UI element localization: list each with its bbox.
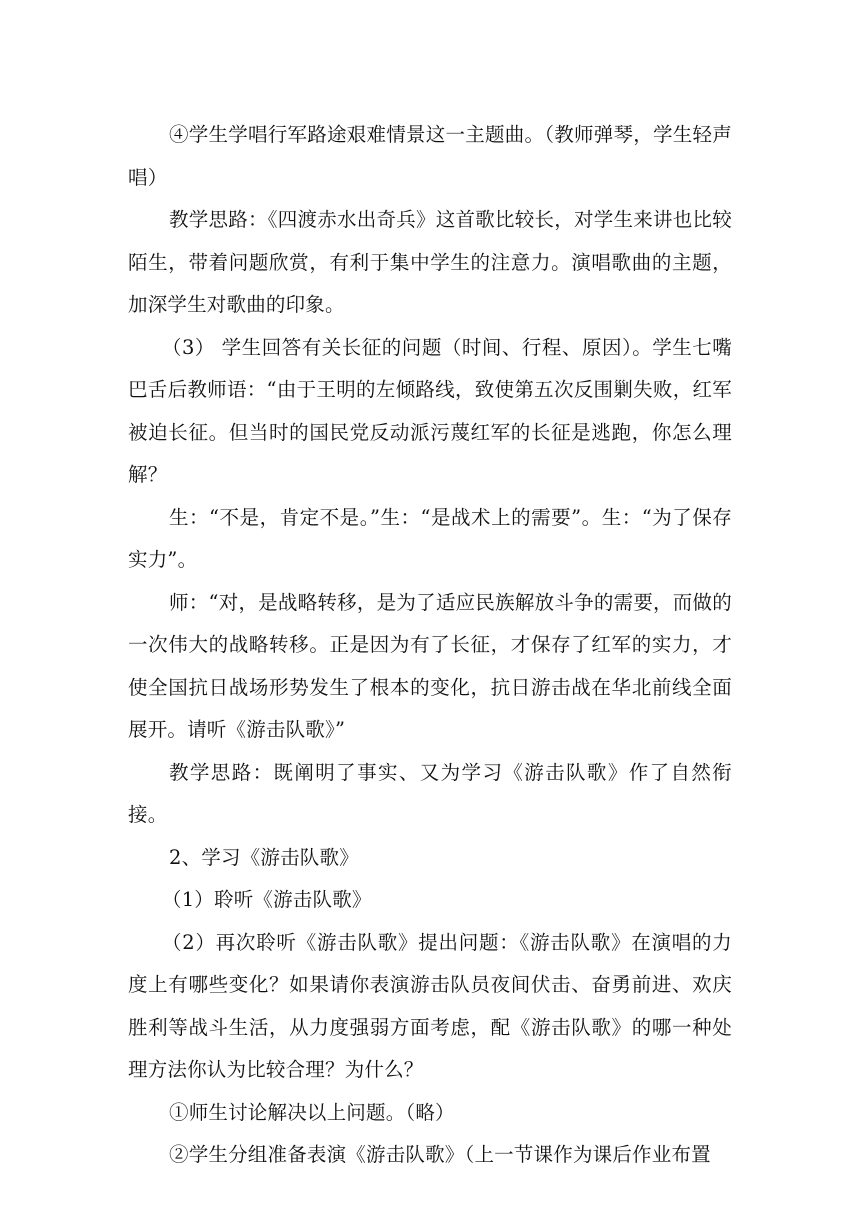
paragraph-student-answers: 生：“不是，肯定不是。”生：“是战术上的需要”。生：“为了保存实力”。 [128, 505, 732, 571]
paragraph-teaching-idea-2: 教学思路：既阐明了事实、又为学习《游击队歌》作了自然衔接。 [128, 760, 732, 826]
section-heading-learn-song: 2、学习《游击队歌》 [169, 845, 359, 869]
paragraph-listen-1: （1）聆听《游击队歌》 [162, 888, 372, 911]
paragraph-group-performance: ②学生分组准备表演《游击队歌》（上一节课作为课后作业布置 [169, 1143, 711, 1166]
paragraph-discussion: ①师生讨论解决以上问题。（略） [169, 1100, 455, 1124]
paragraph-teacher-speech: 师：“对，是战略转移，是为了适应民族解放斗争的需要，而做的一次伟大的战略转移。正是因为有了长征，才保存了红军的实力，才使全国抗日战场形势发生了根本的变化，抗日游击战在华北前线全面展开。请听《游击队歌》” [128, 590, 732, 741]
paragraph-step-4: ④学生学唱行军路途艰难情景这一主题曲。（教师弹琴，学生轻声唱） [128, 123, 732, 189]
paragraph-step-3: （3） 学生回答有关长征的问题（时间、行程、原因）。学生七嘴巴舌后教师语：“由于王明的左倾路线，致使第五次反围剿失败，红军被迫长征。但当时的国民党反动派污蔑红军的长征是逃跑，你怎么理解？ [128, 335, 732, 486]
paragraph-teaching-idea-1: 教学思路：《四渡赤水出奇兵》这首歌比较长，对学生来讲也比较陌生，带着问题欣赏，有利于集中学生的注意力。演唱歌曲的主题，加深学生对歌曲的印象。 [128, 208, 732, 316]
paragraph-listen-2: （2）再次聆听《游击队歌》提出问题：《游击队歌》在演唱的力度上有哪些变化？如果请你表演游击队员夜间伏击、奋勇前进、欢庆胜利等战斗生活，从力度强弱方面考虑，配《游击队歌》的哪一种处理方法你认为比较合理？为什么？ [128, 930, 732, 1081]
document-body [128, 114, 732, 1177]
